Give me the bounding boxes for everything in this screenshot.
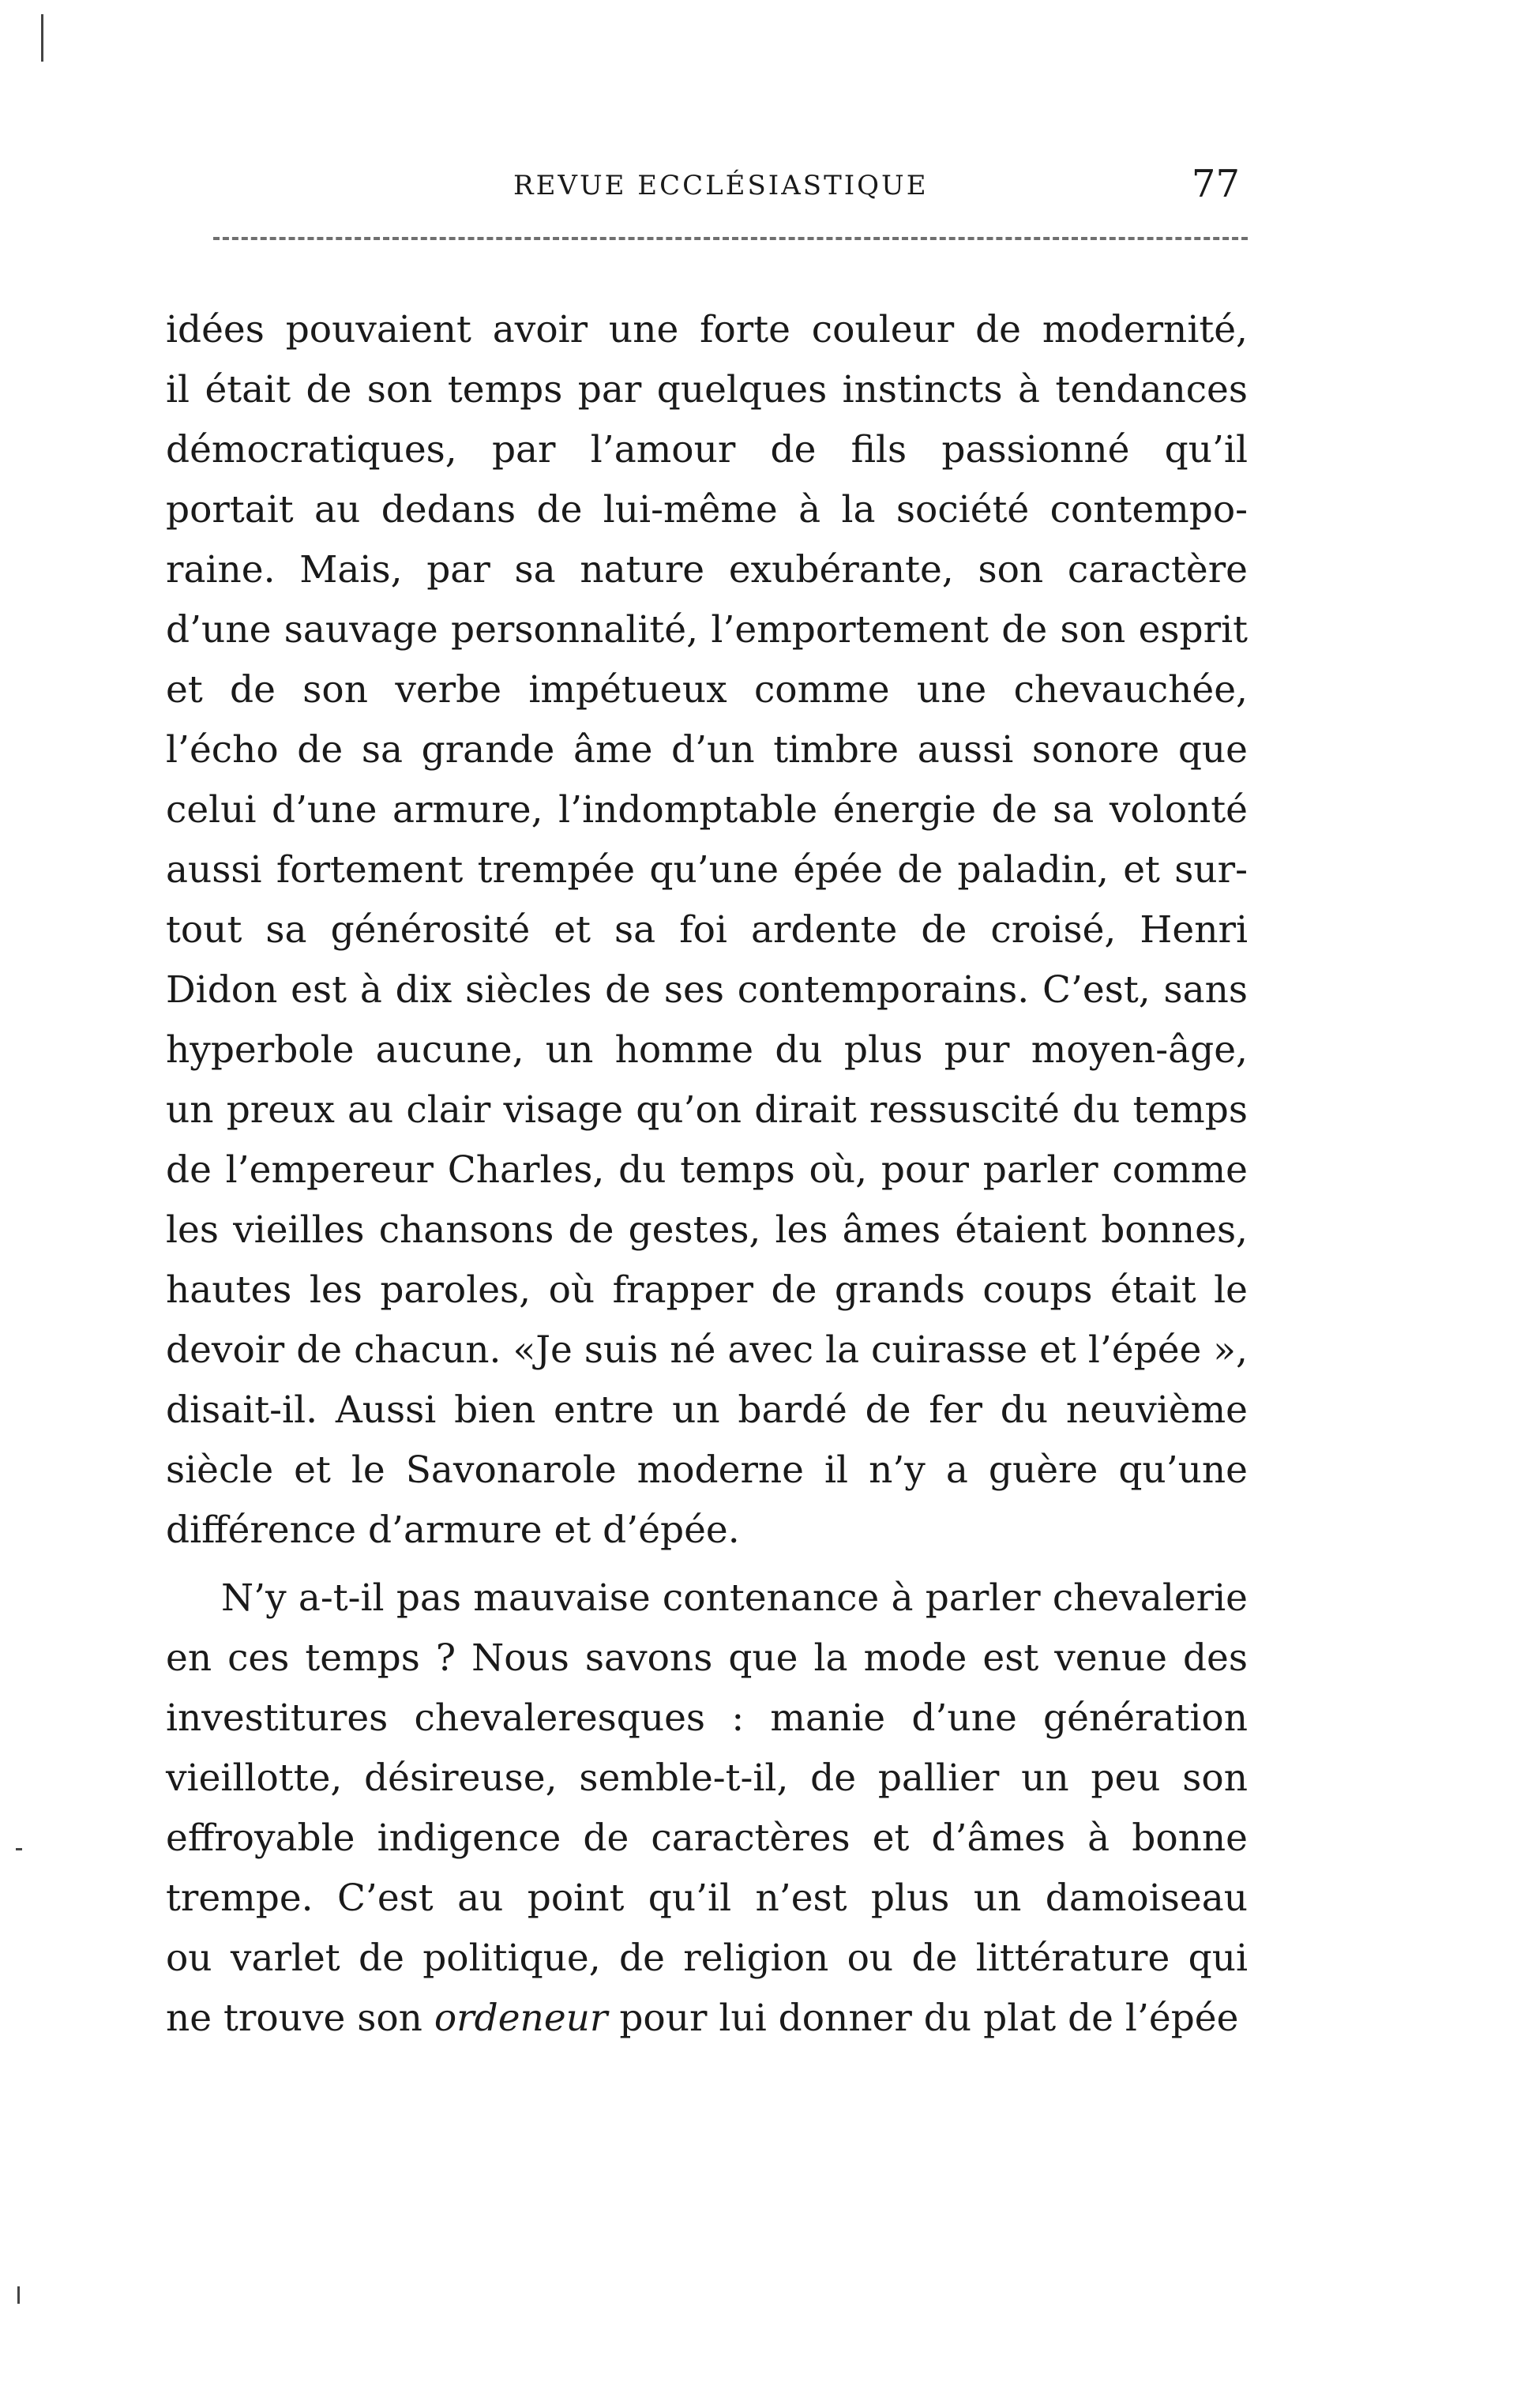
italic-word: ordeneur [434, 1997, 608, 2040]
text-line: l’écho de sa grande âme d’un timbre aussi sonore que [166, 728, 1248, 772]
text-run: pour lui donner du plat de l’épée [607, 1997, 1239, 2040]
running-head [166, 162, 1240, 209]
text-line: trempe. C’est au point qu’il n’est plus un damoiseau [166, 1876, 1248, 1920]
text-line: et de son verbe impétueux comme une chevauchée, [166, 668, 1248, 712]
margin-speck-middle [16, 1848, 22, 1850]
text-line: de l’empereur Charles, du temps où, pour parler comme [166, 1148, 1248, 1192]
text-line: Didon est à dix siècles de ses contemporains. C’est, sans [166, 968, 1248, 1012]
text-line: investitures chevaleresques : manie d’une génération [166, 1696, 1248, 1740]
text-line: hautes les paroles, où frapper de grands coups était le [166, 1268, 1248, 1312]
margin-speck-bottom [17, 2286, 20, 2304]
text-line: d’une sauvage personnalité, l’emportement de son esprit [166, 608, 1248, 652]
page-number: 77 [1191, 162, 1240, 206]
text-line: portait au dedans de lui-même à la société contempo- [166, 488, 1248, 532]
text-run: ne trouve son [166, 1997, 434, 2040]
text-line: hyperbole aucune, un homme du plus pur moyen-âge, [166, 1028, 1248, 1072]
paragraph-1 [166, 300, 1248, 1561]
header-rule [213, 237, 1248, 240]
text-line: un preux au clair visage qu’on dirait ressuscité du temps [166, 1088, 1248, 1132]
text-line: N’y a-t-il pas mauvaise contenance à parler chevalerie [221, 1576, 1248, 1620]
text-line: disait-il. Aussi bien entre un bardé de fer du neuvième [166, 1388, 1248, 1432]
text-line: celui d’une armure, l’indomptable énergie de sa volonté [166, 788, 1248, 832]
text-line: siècle et le Savonarole moderne il n’y a guère qu’une [166, 1448, 1248, 1492]
text-line: les vieilles chansons de gestes, les âmes étaient bonnes, [166, 1208, 1248, 1252]
text-line: il était de son temps par quelques instincts à tendances [166, 368, 1248, 411]
text-line: en ces temps ? Nous savons que la mode est venue des [166, 1636, 1248, 1680]
text-line: effroyable indigence de caractères et d’âmes à bonne [166, 1816, 1248, 1860]
text-line [166, 1989, 1248, 2049]
text-line: devoir de chacun. «Je suis né avec la cuirasse et l’épée », [166, 1328, 1248, 1372]
paragraph-2 [166, 1568, 1248, 2049]
text-line: idées pouvaient avoir une forte couleur de modernité, [166, 308, 1248, 351]
body-text [166, 300, 1248, 2057]
text-line: aussi fortement trempée qu’une épée de paladin, et sur- [166, 848, 1248, 892]
text-line: vieillotte, désireuse, semble-t-il, de pallier un peu son [166, 1756, 1248, 1800]
text-line: tout sa générosité et sa foi ardente de croisé, Henri [166, 908, 1248, 952]
margin-speck-top [41, 14, 43, 62]
text-line: ou varlet de politique, de religion ou de littérature qui [166, 1937, 1248, 1980]
text-line: démocratiques, par l’amour de fils passionné qu’il [166, 428, 1248, 471]
text-line: raine. Mais, par sa nature exubérante, son caractère [166, 548, 1248, 592]
running-title: REVUE ECCLÉSIASTIQUE [513, 170, 929, 201]
text-line: différence d’armure et d’épée. [166, 1508, 740, 1552]
